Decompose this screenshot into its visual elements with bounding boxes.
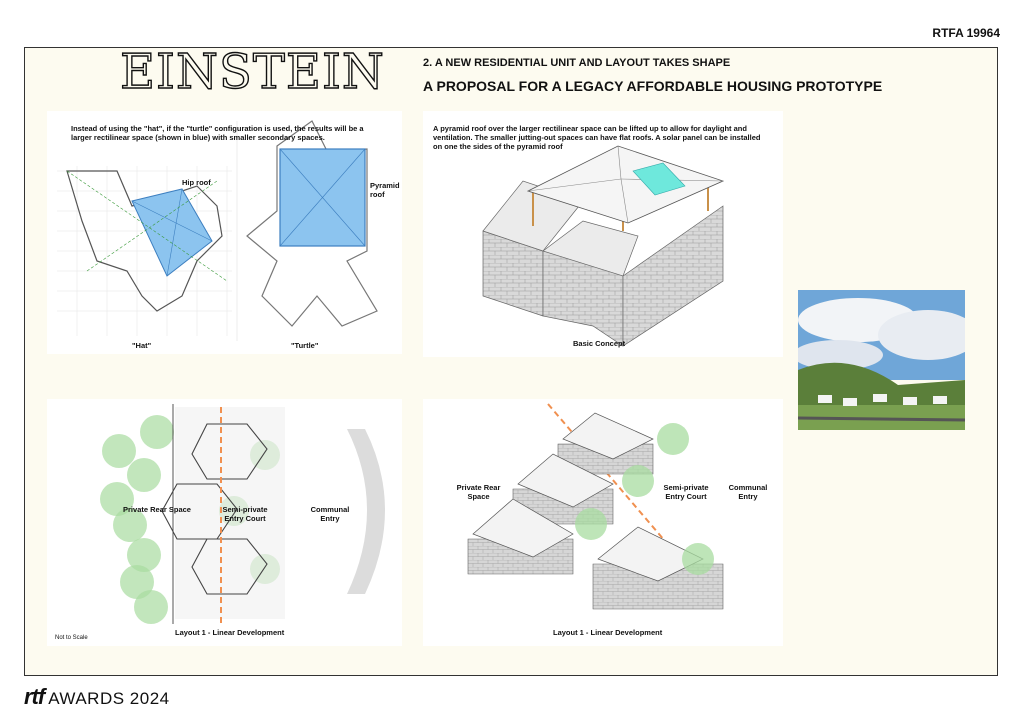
iso-communal-label: Communal Entry — [728, 483, 768, 501]
hat-turtle-drawing — [47, 111, 402, 354]
hat-blue-area — [132, 189, 212, 276]
plan-semi-private-label: Semi-private Entry Court — [222, 505, 268, 523]
awards-text: AWARDS 2024 — [48, 689, 170, 708]
page-headline: A PROPOSAL FOR A LEGACY AFFORDABLE HOUSING PROTOTYPE — [423, 78, 883, 94]
awards-logo — [24, 684, 170, 710]
hat-caption: "Hat" — [132, 341, 152, 350]
hip-roof-label: Hip roof — [182, 178, 211, 187]
basic-concept-note: A pyramid roof over the larger rectilinear space can be lifted up to allow for daylight and ventilation. The smaller jutting-out spaces can have flat roofs. A solar panel can be installed on one the sides of the pyramid roof — [433, 124, 761, 151]
einstein-logo: EINSTEIN — [120, 44, 385, 100]
hat-turtle-panel — [47, 111, 402, 354]
iso-semi-private-label: Semi-private Entry Court — [663, 483, 709, 501]
iso-caption: Layout 1 - Linear Development — [553, 628, 663, 637]
turtle-caption: "Turtle" — [291, 341, 319, 350]
landscape-rendering — [798, 290, 965, 430]
plan-caption: Layout 1 - Linear Development — [175, 628, 285, 637]
layout-3d-panel — [423, 399, 783, 646]
basic-concept-caption: Basic Concept — [573, 339, 626, 348]
grid-background — [57, 166, 232, 336]
landscape-image — [798, 290, 965, 430]
layout-plan-panel — [47, 399, 402, 646]
entry-id: RTFA 19964 — [932, 26, 1000, 40]
layout-3d-drawing — [423, 399, 783, 646]
main-wall-right — [623, 206, 723, 346]
iso-private-rear-label: Private Rear Space — [456, 483, 501, 501]
section-subtitle: 2. A NEW RESIDENTIAL UNIT AND LAYOUT TAKES SHAPE — [423, 57, 731, 69]
plan-communal-label: Communal Entry — [310, 505, 350, 523]
hat-turtle-note: Instead of using the "hat", if the "turtle" configuration is used, the results will be a larger rectilinear space (shown in blue) with smaller secondary spaces. — [71, 124, 364, 142]
rtf-mark: rtf — [24, 684, 45, 709]
plan-private-rear-label: Private Rear Space — [123, 505, 191, 514]
pyramid-roof-label: Pyramid roof — [370, 181, 400, 199]
basic-concept-panel — [423, 111, 783, 357]
scale-note: Not to Scale — [55, 635, 88, 641]
